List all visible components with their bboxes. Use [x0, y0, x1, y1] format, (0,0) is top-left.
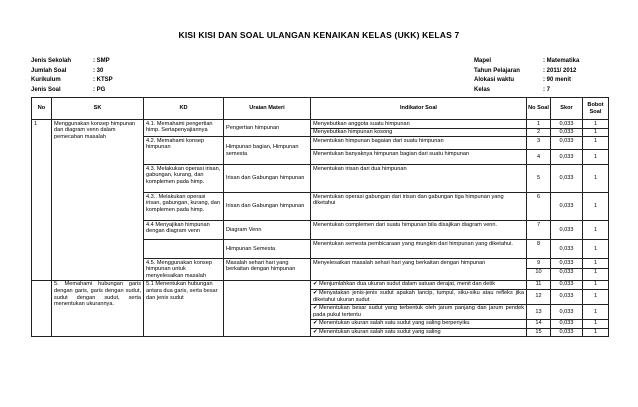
meta-label: Kelas — [474, 86, 491, 93]
no-soal-cell: 5 — [527, 165, 551, 193]
header-no-soal: No Soal — [527, 98, 551, 120]
sk-cell: Menggunakan konsep himpunan dan diagram venn dalam pemecahan masalah — [52, 120, 144, 281]
bobot-cell: 1 — [583, 259, 609, 269]
kd-cell: 4.3.. Melakukan operasi irisan, gabungan, kurang, dan komplemen pada himp. — [144, 193, 224, 221]
meta-label: Tahun Pelajaran — [474, 67, 520, 74]
skor-cell: 0,033 — [551, 165, 583, 193]
kisi-kisi-table — [31, 97, 609, 337]
no-soal-cell: 13 — [527, 304, 551, 319]
bobot-cell: 1 — [583, 304, 609, 319]
indikator-text: Menentukan ukuran salah satu sudut yang saling berpenyiku — [319, 320, 470, 327]
skor-cell: 0,033 — [551, 319, 583, 328]
indikator-text: Menentukan ukuran salah satu sudut yang saling — [319, 329, 441, 336]
materi-cell: Himpunan Semesta — [224, 240, 311, 259]
materi-cell — [224, 280, 311, 336]
checkmark-icon: ✔ — [313, 305, 318, 312]
indikator-cell: Menyelesaikan masalah sehari hari yang berkaitan dengan himpunan — [311, 259, 527, 281]
header-sk: SK — [52, 98, 144, 120]
table-row — [32, 120, 609, 129]
header-no: No — [32, 98, 52, 120]
kd-cell: 4.4 Menyajikan himpunan dengan diagram venn — [144, 221, 224, 240]
meta-label: Kurikulum — [31, 77, 61, 83]
meta-label: Jumlah Soal — [31, 67, 67, 74]
indikator-cell: Menentukan complemen dari suatu himpunan bila disajikan diagram venn. — [311, 221, 527, 240]
indikator-cell: Menentukan himpunan bagaian dari suatu himpunan — [311, 137, 527, 150]
checkmark-icon: ✔ — [313, 281, 318, 288]
skor-cell: 0,033 — [551, 120, 583, 129]
meta-value: : 7 — [543, 86, 551, 93]
indikator-cell: Menyebutkan himpunan kosong — [311, 128, 527, 137]
indikator-cell: Menentukan banyaknya himpunan bagian dari suatu himpunan — [311, 150, 527, 165]
checkmark-icon: ✔ — [313, 320, 318, 327]
checkmark-icon: ✔ — [313, 329, 318, 336]
skor-cell: 0,033 — [551, 137, 583, 150]
materi-cell: Masalah sehari hari yang berkaitan dengan himpunan — [224, 259, 311, 281]
meta-value: : 90 menit — [543, 77, 572, 83]
bobot-cell: 1 — [583, 120, 609, 129]
kd-cell: 5.1 Menentukan hubungan antara dua garis, serta besar dan jenis sudut — [144, 280, 224, 336]
kd-cell: 4.5. Menggunakan konsep himpunan untuk menyelesaikan masalah — [144, 259, 224, 281]
indikator-cell: Menentukan operasi gabungan dari irisan dan gabungan tiga himpunan yang diketahui — [311, 193, 527, 221]
indikator-cell — [311, 280, 527, 289]
no-soal-cell: 10 — [527, 268, 551, 280]
header-kd: KD — [144, 98, 224, 120]
no-soal-cell: 6 — [527, 193, 551, 221]
no-soal-cell: 9 — [527, 259, 551, 269]
bobot-cell: 1 — [583, 137, 609, 150]
meta-value: : 2011/ 2012 — [543, 67, 577, 74]
indikator-cell: Menentukan irisan dari dua himpunan — [311, 165, 527, 193]
bobot-cell: 1 — [583, 280, 609, 289]
meta-value: : 30 — [93, 67, 104, 74]
kd-cell: 4.3. Melakukan operasi irisan, gabungan, kurang, dan komplemen pada himp. — [144, 165, 224, 193]
bobot-cell: 1 — [583, 193, 609, 221]
no-soal-cell: 14 — [527, 319, 551, 328]
meta-value: : Matematika — [543, 58, 580, 64]
materi-cell: Diagram Venn — [224, 221, 311, 240]
bobot-cell: 1 — [583, 165, 609, 193]
checkmark-icon: ✔ — [313, 290, 318, 297]
row-number: 1 — [32, 120, 52, 281]
indikator-text: Menentukan besar sudut yang terbentuk oleh jarum panjang dan jarum pendek pada pukul tertentu — [313, 305, 524, 318]
header-skor: Skor — [551, 98, 583, 120]
bobot-cell: 1 — [583, 240, 609, 259]
meta-left — [31, 57, 113, 95]
bobot-cell: 1 — [583, 289, 609, 304]
bobot-cell: 1 — [583, 221, 609, 240]
meta-label: Mapel — [474, 58, 492, 64]
skor-cell: 0,033 — [551, 289, 583, 304]
skor-cell: 0,033 — [551, 259, 583, 269]
bobot-cell: 1 — [583, 268, 609, 280]
skor-cell: 0,033 — [551, 150, 583, 165]
indikator-text: Menjumlahkan dua ukuran sudut dalam satuan derajat, menit dan detik — [319, 281, 496, 288]
no-soal-cell: 2 — [527, 128, 551, 137]
sk-cell: 5. Memahami hubungan garis dengan garis, garis dengan sudut, sudut dengan sudut, serta menentukan ukurannya. — [52, 280, 144, 336]
no-soal-cell: 15 — [527, 328, 551, 337]
materi-cell: Irisan dan Gabungan himpunan — [224, 193, 311, 221]
meta-label: Alokasi waktu — [474, 77, 515, 83]
materi-cell: Irisan dan Gabungan himpunan — [224, 165, 311, 193]
meta-value: : PG — [93, 86, 106, 93]
meta-right — [474, 57, 579, 95]
indikator-cell: Menentukan semesta pembicaraan yang mungkin dari himpunan yang diketahui. — [311, 240, 527, 259]
indikator-cell — [311, 304, 527, 319]
skor-cell: 0,033 — [551, 128, 583, 137]
no-soal-cell: 11 — [527, 280, 551, 289]
skor-cell: 0,033 — [551, 268, 583, 280]
indikator-cell — [311, 328, 527, 337]
kd-cell: 4.2. Memahami konsep himpunan — [144, 137, 224, 165]
materi-cell: Himpunan bagian, Himpunan semesta — [224, 137, 311, 165]
skor-cell: 0,033 — [551, 280, 583, 289]
no-soal-cell: 4 — [527, 150, 551, 165]
indikator-cell — [311, 319, 527, 328]
skor-cell: 0,033 — [551, 240, 583, 259]
row-number — [32, 280, 52, 336]
kd-cell: 4.1. Memahami pengertian himp. Sertapenyajiannya — [144, 120, 224, 137]
bobot-cell: 1 — [583, 328, 609, 337]
bobot-cell: 1 — [583, 150, 609, 165]
page-title: KISI KISI DAN SOAL ULANGAN KENAIKAN KELAS (UKK) KELAS 7 — [178, 30, 460, 40]
indikator-cell: Menyebutkan anggota suatu himpunan — [311, 120, 527, 129]
bobot-cell: 1 — [583, 128, 609, 137]
header-materi: Uraian Materi — [224, 98, 311, 120]
header-indikator: Indikator Soal — [311, 98, 527, 120]
no-soal-cell: 1 — [527, 120, 551, 129]
meta-label: Jenis Sekolah — [31, 58, 72, 64]
indikator-text: Menyatakan jenis-jenis sudut apakah lancip, tumpul, siku-siku atau refleks jika diketahui ukuran sudut — [313, 290, 524, 303]
table-row — [32, 280, 609, 289]
meta-value: : SMP — [93, 58, 110, 64]
skor-cell: 0,033 — [551, 221, 583, 240]
table-header-row — [32, 98, 609, 120]
no-soal-cell: 12 — [527, 289, 551, 304]
meta-label: Jenis Soal — [31, 86, 61, 93]
skor-cell: 0,033 — [551, 193, 583, 221]
no-soal-cell: 8 — [527, 240, 551, 259]
bobot-cell: 1 — [583, 319, 609, 328]
no-soal-cell: 7 — [527, 221, 551, 240]
skor-cell: 0,033 — [551, 328, 583, 337]
header-bobot: Bobot Soal — [583, 98, 609, 120]
no-soal-cell: 3 — [527, 137, 551, 150]
indikator-cell — [311, 289, 527, 304]
skor-cell: 0,033 — [551, 304, 583, 319]
materi-cell: Pengertian himpunan — [224, 120, 311, 137]
meta-value: : KTSP — [93, 77, 113, 83]
kd-cell — [144, 240, 224, 259]
